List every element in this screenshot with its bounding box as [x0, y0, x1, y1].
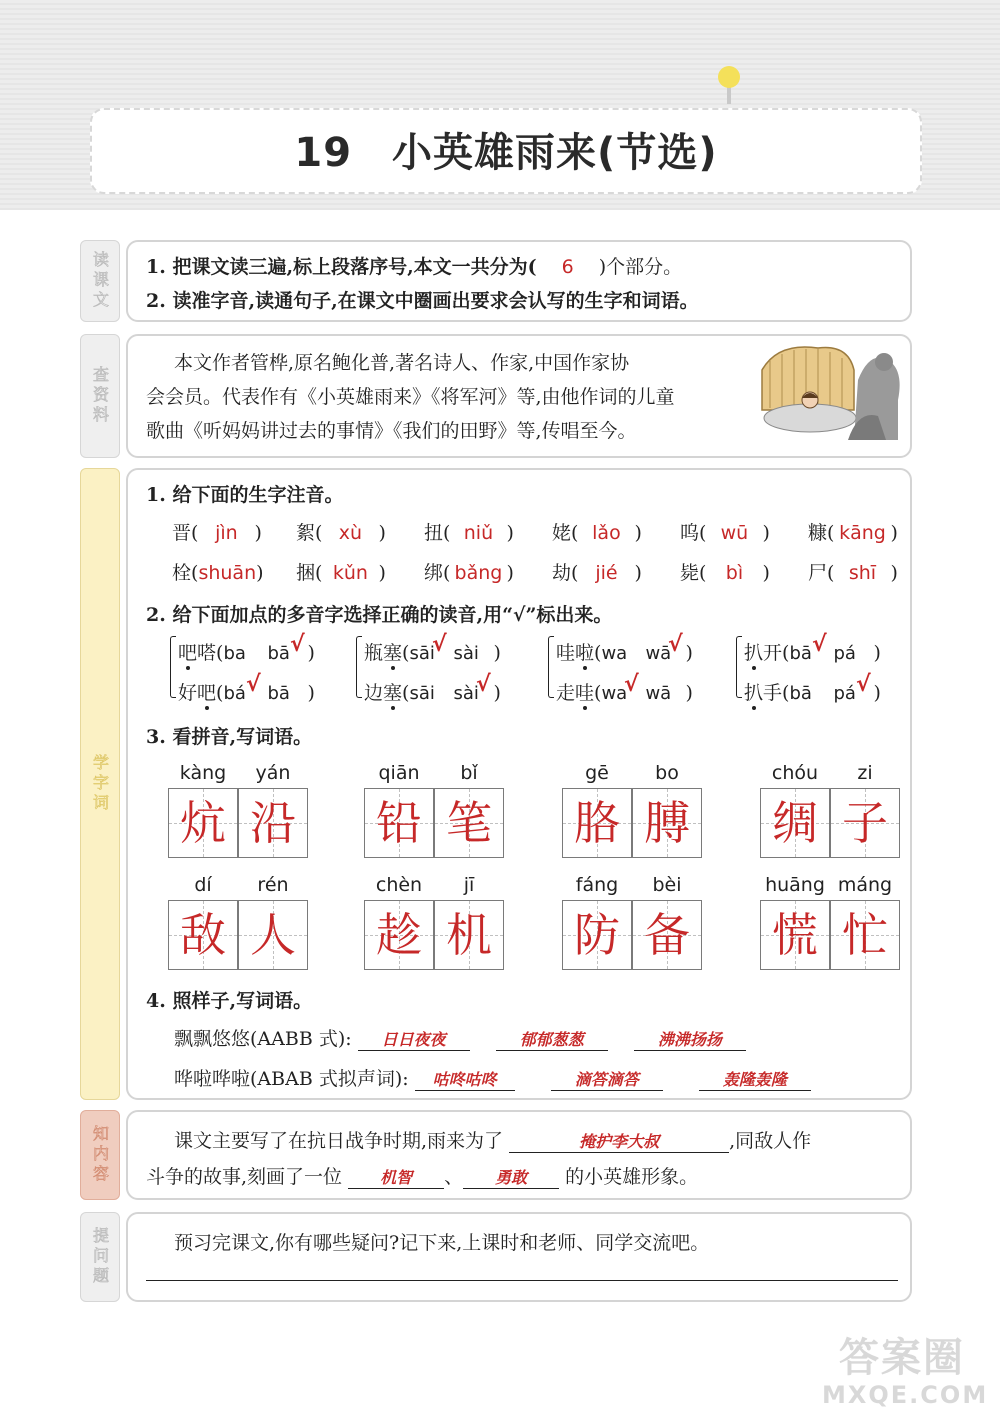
question-text: 预习完课文,你有哪些疑问?记下来,上课时和老师、同学交流吧。 — [174, 1232, 710, 1254]
polyphone-option[interactable]: bā — [789, 643, 812, 664]
emphasis-dot — [186, 666, 190, 670]
read-q1-answer: 6 — [561, 256, 574, 278]
content-text: 的小英雄形象。 — [565, 1166, 699, 1188]
pinyin-answer: shī — [848, 562, 877, 584]
info-line-2: 会会员。代表作有《小英雄雨来》《将军河》等,由他作词的儿童 — [146, 386, 675, 408]
word-pinyin: fáng — [575, 874, 619, 896]
word-char: 笔 — [446, 796, 492, 850]
content-text: 课文主要写了在抗日战争时期,雨来为了 — [174, 1130, 504, 1152]
word-pinyin: jī — [463, 874, 475, 896]
content-answer: 掩护李大叔 — [509, 1129, 729, 1153]
polyphone-option[interactable]: sāi — [409, 643, 435, 664]
tianzige-box[interactable] — [434, 788, 504, 858]
pinyin-item: 晋( jìn ) — [172, 522, 262, 544]
tab-read — [80, 240, 120, 322]
word-pinyin: chèn — [375, 874, 423, 896]
tianzige-box[interactable] — [238, 900, 308, 970]
word-char: 敌 — [180, 908, 226, 962]
pinyin-answer: lǎo — [592, 522, 621, 544]
tianzige-box[interactable] — [434, 900, 504, 970]
info-line-1: 本文作者管桦,原名鲍化普,著名诗人、作家,中国作家协 — [174, 352, 630, 374]
polyphone-brace — [548, 636, 554, 698]
tab-info — [80, 334, 120, 458]
pinyin-item: 绑( bǎng ) — [424, 562, 514, 584]
check-mark: √ — [246, 672, 261, 697]
content-line-1 — [174, 1126, 811, 1153]
pinyin-char: 劫 — [552, 562, 572, 584]
word-pinyin: kàng — [179, 762, 227, 784]
tianzige-box[interactable] — [562, 788, 632, 858]
read-q1-suffix: )个部分。 — [598, 256, 683, 278]
tab-question — [80, 1212, 120, 1302]
q4-line-2 — [174, 1064, 811, 1091]
word-pinyin: qiān — [378, 762, 420, 784]
polyphone-line: 扒手(bā pá ) — [744, 682, 881, 704]
q4-line-1 — [174, 1024, 746, 1051]
word-pinyin: rén — [257, 874, 289, 896]
pinyin-item: 扭( niǔ ) — [424, 522, 514, 544]
check-mark: √ — [624, 672, 639, 697]
pinyin-char: 絮 — [296, 522, 316, 544]
polyphone-option[interactable]: wā — [645, 643, 672, 664]
polyphone-option[interactable]: ba — [223, 643, 246, 664]
pinyin-char: 尸 — [808, 562, 828, 584]
word-pinyin: bèi — [652, 874, 682, 896]
polyphone-line: 走哇(wa wā ) — [556, 682, 693, 704]
pinyin-item: 尸( shī ) — [808, 562, 898, 584]
polyphone-brace — [356, 636, 362, 698]
tianzige-box[interactable] — [364, 788, 434, 858]
study-q2-title: 2. 给下面加点的多音字选择正确的读音,用“√”标出来。 — [146, 604, 613, 626]
polyphone-option[interactable]: wa — [601, 683, 628, 704]
read-q1 — [146, 252, 682, 279]
tab-study-label: 学字词 — [90, 754, 110, 814]
content-card — [126, 1110, 912, 1200]
study-q3-title: 3. 看拼音,写词语。 — [146, 726, 313, 748]
emphasis-dot — [583, 706, 587, 710]
sun-decoration — [718, 66, 740, 88]
word-pinyin: bo — [655, 762, 679, 784]
polyphone-option[interactable]: bā — [267, 683, 290, 704]
tianzige-box[interactable] — [168, 788, 238, 858]
polyphone-line: 边塞(sāi sài ) — [364, 682, 501, 704]
pinyin-answer: shuān — [198, 562, 257, 584]
polyphone-option[interactable]: pá — [833, 683, 856, 704]
word-pinyin: máng — [837, 874, 893, 896]
polyphone-option[interactable]: sài — [453, 683, 479, 704]
word-char: 子 — [842, 796, 888, 850]
polyphone-word: 吧嗒 — [178, 642, 217, 664]
study-card — [126, 468, 912, 1100]
word-char: 铅 — [376, 796, 422, 850]
pinyin-char: 捆 — [296, 562, 316, 584]
tianzige-box[interactable] — [760, 788, 830, 858]
q4-line-2-label: 哗啦哗啦(ABAB 式拟声词): — [174, 1068, 409, 1090]
polyphone-option[interactable]: wa — [601, 643, 628, 664]
word-char: 胳 — [574, 796, 620, 850]
content-line-2 — [146, 1162, 698, 1189]
pinyin-answer: bì — [725, 562, 744, 584]
word-char: 备 — [644, 908, 690, 962]
tab-content — [80, 1110, 120, 1200]
polyphone-word: 走哇 — [556, 682, 595, 704]
word-pinyin: huāng — [765, 874, 825, 896]
polyphone-word: 瓶塞 — [364, 642, 403, 664]
check-mark: √ — [812, 632, 827, 657]
pinyin-answer: kǔn — [332, 562, 368, 584]
tianzige-box[interactable] — [830, 788, 900, 858]
word-char: 人 — [250, 908, 296, 962]
tianzige-box[interactable] — [632, 788, 702, 858]
polyphone-option[interactable]: sāi — [409, 683, 435, 704]
word-char: 膊 — [644, 796, 690, 850]
pinyin-answer: kāng — [839, 522, 886, 544]
answer-line[interactable] — [146, 1280, 898, 1281]
pinyin-char: 晋 — [172, 522, 192, 544]
emphasis-dot — [752, 706, 756, 710]
check-mark: √ — [432, 632, 447, 657]
polyphone-line: 好吧(bá bā ) — [178, 682, 315, 704]
pinyin-answer: xù — [338, 522, 363, 544]
tab-read-label: 读课文 — [90, 251, 110, 311]
polyphone-option[interactable]: pá — [833, 643, 856, 664]
tab-info-label: 查资料 — [90, 366, 110, 426]
watermark — [822, 1326, 989, 1409]
polyphone-line: 哇啦(wa wā ) — [556, 642, 693, 664]
pinyin-item: 姥( lǎo ) — [552, 522, 642, 544]
content-answer: 勇敢 — [463, 1165, 559, 1189]
emphasis-dot — [205, 706, 209, 710]
pinyin-answer: niǔ — [463, 522, 494, 544]
pinyin-item: 劫( jié ) — [552, 562, 642, 584]
info-line-3: 歌曲《听妈妈讲过去的事情》《我们的田野》等,传唱至今。 — [146, 420, 637, 442]
content-text: ,同敌人作 — [729, 1130, 812, 1152]
word-pinyin: bǐ — [460, 762, 478, 784]
tianzige-box[interactable] — [562, 900, 632, 970]
study-q1-title: 1. 给下面的生字注音。 — [146, 484, 344, 506]
polyphone-word: 哇啦 — [556, 642, 595, 664]
content-answer: 机智 — [348, 1165, 444, 1189]
pinyin-char: 栓 — [172, 562, 192, 584]
word-pinyin: yán — [255, 762, 291, 784]
polyphone-brace — [170, 636, 176, 698]
word-pinyin: chóu — [771, 762, 819, 784]
read-card — [126, 240, 912, 322]
title-box — [90, 108, 922, 194]
tianzige-box[interactable] — [830, 900, 900, 970]
emphasis-dot — [583, 666, 587, 670]
author-illustration — [758, 340, 906, 446]
pinyin-item: 糠( kāng ) — [808, 522, 898, 544]
q4-line-1-answer: 沸沸扬扬 — [634, 1027, 746, 1051]
word-char: 忙 — [842, 908, 888, 962]
word-char: 绸 — [772, 796, 818, 850]
word-char: 机 — [446, 908, 492, 962]
polyphone-line: 扒开(bā pá ) — [744, 642, 881, 664]
q4-line-2-answer: 咕咚咕咚 — [415, 1067, 515, 1091]
polyphone-option[interactable]: wā — [645, 683, 672, 704]
page-title — [92, 110, 920, 196]
word-pinyin: dí — [194, 874, 212, 896]
pinyin-item: 絮( xù ) — [296, 522, 386, 544]
polyphone-line: 瓶塞(sāi sài ) — [364, 642, 501, 664]
check-mark: √ — [668, 632, 683, 657]
q4-line-2-answer: 轰隆轰隆 — [699, 1067, 811, 1091]
tab-study — [80, 468, 120, 1100]
check-mark: √ — [290, 632, 305, 657]
read-q1-prefix: 1. 把课文读三遍,标上段落序号,本文一共分为( — [146, 256, 537, 278]
word-pinyin: zi — [857, 762, 873, 784]
pinyin-answer: bǎng — [454, 562, 503, 584]
polyphone-word: 扒手 — [744, 682, 783, 704]
pinyin-answer: wū — [720, 522, 749, 544]
lesson-title: 小英雄雨来(节选) — [392, 130, 718, 176]
watermark-line-1: 答案圈 — [839, 1335, 965, 1381]
word-char: 沿 — [250, 796, 296, 850]
lesson-number: 19 — [294, 130, 353, 176]
polyphone-option[interactable]: bā — [267, 643, 290, 664]
polyphone-option[interactable]: bā — [789, 683, 812, 704]
polyphone-word: 边塞 — [364, 682, 403, 704]
emphasis-dot — [391, 666, 395, 670]
check-mark: √ — [476, 672, 491, 697]
pinyin-item: 捆( kǔn ) — [296, 562, 386, 584]
word-char: 慌 — [772, 908, 818, 962]
check-mark: √ — [856, 672, 871, 697]
q4-line-1-label: 飘飘悠悠(AABB 式): — [174, 1028, 352, 1050]
pinyin-item: 毙( bì ) — [680, 562, 770, 584]
tianzige-box[interactable] — [238, 788, 308, 858]
tab-question-label: 提问题 — [90, 1227, 110, 1287]
question-card — [126, 1212, 912, 1302]
content-text: 、 — [444, 1166, 464, 1188]
emphasis-dot — [752, 666, 756, 670]
read-q2: 2. 读准字音,读通句子,在课文中圈画出要求会认写的生字和词语。 — [146, 290, 699, 312]
pinyin-char: 扭 — [424, 522, 444, 544]
tab-content-label: 知内容 — [90, 1125, 110, 1185]
tianzige-box[interactable] — [632, 900, 702, 970]
tianzige-box[interactable] — [760, 900, 830, 970]
q4-line-1-answer: 日日夜夜 — [358, 1027, 470, 1051]
pinyin-char: 绑 — [424, 562, 444, 584]
pinyin-answer: jié — [595, 562, 618, 584]
word-char: 炕 — [180, 796, 226, 850]
study-q4-title: 4. 照样子,写词语。 — [146, 990, 313, 1012]
pinyin-item: 呜( wū ) — [680, 522, 770, 544]
polyphone-line: 吧嗒(ba bā ) — [178, 642, 315, 664]
polyphone-word: 好吧 — [178, 682, 217, 704]
pinyin-answer: jìn — [215, 522, 238, 544]
tianzige-box[interactable] — [168, 900, 238, 970]
q4-line-1-answer: 郁郁葱葱 — [496, 1027, 608, 1051]
polyphone-brace — [736, 636, 742, 698]
pinyin-item: 栓(shuān) — [172, 562, 264, 584]
polyphone-option[interactable]: bá — [223, 683, 246, 704]
polyphone-option[interactable]: sài — [453, 643, 479, 664]
word-char: 趁 — [376, 908, 422, 962]
pinyin-char: 糠 — [808, 522, 828, 544]
tianzige-box[interactable] — [364, 900, 434, 970]
q4-line-2-answer: 滴答滴答 — [551, 1067, 663, 1091]
watermark-line-2: MXQE.COM — [822, 1381, 989, 1409]
pinyin-char: 毙 — [680, 562, 700, 584]
word-char: 防 — [574, 908, 620, 962]
pinyin-char: 呜 — [680, 522, 700, 544]
polyphone-word: 扒开 — [744, 642, 783, 664]
pinyin-char: 姥 — [552, 522, 572, 544]
emphasis-dot — [391, 706, 395, 710]
word-pinyin: gē — [585, 762, 609, 784]
content-text: 斗争的故事,刻画了一位 — [146, 1166, 343, 1188]
